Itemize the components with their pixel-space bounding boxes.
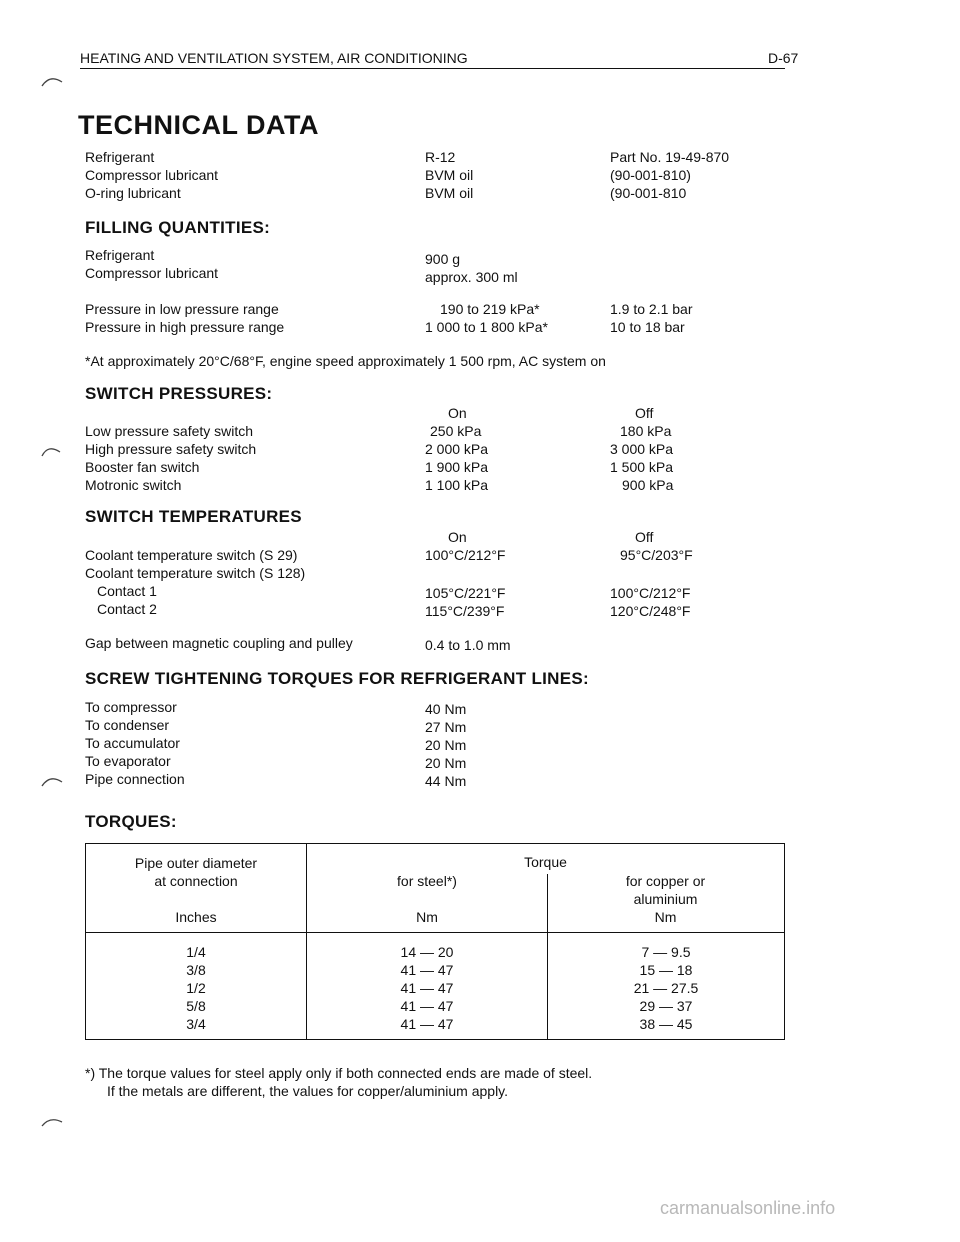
filling-note: *At approximately 20°C/68°F, engine speed approximately 1 500 rpm, AC system on xyxy=(85,353,606,369)
col-off: Off xyxy=(635,405,654,421)
table-cell: 14 — 20 xyxy=(400,944,454,960)
page-title: TECHNICAL DATA xyxy=(78,110,319,140)
margin-mark-icon xyxy=(40,1112,70,1132)
filling-label: Compressor lubricant xyxy=(85,265,219,281)
st-on: 100°C/212°F xyxy=(425,547,506,563)
sp-off: 900 kPa xyxy=(622,477,674,493)
screw-value: 44 Nm xyxy=(425,773,467,789)
pressure-bar: 1.9 to 2.1 bar xyxy=(610,301,693,317)
sp-off: 180 kPa xyxy=(620,423,672,439)
switch-pressures-heading: SWITCH PRESSURES: xyxy=(85,384,273,403)
footnote-line2: If the metals are different, the values for copper/aluminium apply. xyxy=(107,1083,509,1099)
screw-label: To evaporator xyxy=(85,753,171,769)
tech-ref: (90-001-810 xyxy=(610,185,687,201)
tech-ref: (90-001-810) xyxy=(610,167,691,183)
sp-label: Booster fan switch xyxy=(85,459,200,475)
header-copper-line2: aluminium xyxy=(633,891,698,907)
filling-value: 900 g xyxy=(425,251,461,267)
table-cell: 41 — 47 xyxy=(400,980,454,996)
header-pipe-line2: at connection xyxy=(154,873,238,889)
table-cell: 41 — 47 xyxy=(400,998,454,1014)
screw-label: Pipe connection xyxy=(85,771,185,787)
sp-on: 1 100 kPa xyxy=(425,477,489,493)
page-number: D-67 xyxy=(768,50,799,66)
filling-label: Refrigerant xyxy=(85,247,155,263)
torques-table-body xyxy=(86,933,785,1040)
margin-mark-icon xyxy=(40,72,70,92)
st-on: 105°C/221°F xyxy=(425,585,506,601)
table-cell: 41 — 47 xyxy=(400,1016,454,1032)
st-label: Contact 1 xyxy=(97,583,157,599)
col-on: On xyxy=(448,405,467,421)
header-rule xyxy=(80,68,785,69)
table-cell: 3/4 xyxy=(186,1016,206,1032)
pressure-label: Pressure in low pressure range xyxy=(85,301,279,317)
footnote xyxy=(85,1064,592,1100)
filling-value: approx. 300 ml xyxy=(425,269,518,285)
tech-value: BVM oil xyxy=(425,167,474,183)
sp-on: 2 000 kPa xyxy=(425,441,489,457)
tech-label: Compressor lubricant xyxy=(85,167,219,183)
table-cell: 41 — 47 xyxy=(400,962,454,978)
sp-on: 250 kPa xyxy=(430,423,482,439)
header-copper-line1: for copper or xyxy=(625,873,706,889)
st-label: Coolant temperature switch (S 29) xyxy=(85,547,298,563)
col-steel xyxy=(307,933,548,1040)
table-cell: 38 — 45 xyxy=(639,1016,693,1032)
screw-value: 20 Nm xyxy=(425,755,467,771)
torques-table-header xyxy=(86,844,785,933)
sp-label: Low pressure safety switch xyxy=(85,423,254,439)
tech-value: R-12 xyxy=(425,149,456,165)
filling-heading: FILLING QUANTITIES: xyxy=(85,218,271,237)
st-on: 115°C/239°F xyxy=(425,603,505,619)
running-header: HEATING AND VENTILATION SYSTEM, AIR CONDITIONING xyxy=(80,50,468,66)
pressure-kpa: 190 to 219 kPa* xyxy=(440,301,540,317)
pressure-bar: 10 to 18 bar xyxy=(610,319,685,335)
header-copper-unit: Nm xyxy=(654,909,677,925)
screw-value: 40 Nm xyxy=(425,701,467,717)
col-off: Off xyxy=(635,529,654,545)
gap-label: Gap between magnetic coupling and pulley xyxy=(85,635,353,651)
torques-table xyxy=(85,843,785,1040)
st-off: 120°C/248°F xyxy=(610,603,691,619)
header-pipe-unit: Inches xyxy=(175,909,217,925)
margin-mark-icon xyxy=(40,440,70,460)
screw-label: To condenser xyxy=(85,717,170,733)
header-torque-label: Torque xyxy=(524,854,567,870)
tech-ref: Part No. 19-49-870 xyxy=(610,149,730,165)
st-off: 100°C/212°F xyxy=(610,585,691,601)
st-label: Contact 2 xyxy=(97,601,157,617)
table-cell: 29 — 37 xyxy=(639,998,693,1014)
margin-mark-icon xyxy=(40,770,70,790)
col-inches xyxy=(86,933,307,1040)
footnote-line1: *) The torque values for steel apply only if both connected ends are made of steel. xyxy=(85,1065,593,1081)
sp-off: 3 000 kPa xyxy=(610,441,674,457)
table-cell: 5/8 xyxy=(186,998,206,1014)
screw-value: 27 Nm xyxy=(425,719,467,735)
tech-label: Refrigerant xyxy=(85,149,155,165)
table-cell: 7 — 9.5 xyxy=(641,944,691,960)
watermark: carmanualsonline.info xyxy=(660,1198,836,1218)
header-steel-label: for steel*) xyxy=(397,873,457,889)
table-cell: 15 — 18 xyxy=(639,962,693,978)
st-off: 95°C/203°F xyxy=(620,547,693,563)
header-steel xyxy=(307,872,547,926)
screw-label: To compressor xyxy=(85,699,177,715)
header-copper xyxy=(547,872,784,926)
table-cell: 1/2 xyxy=(186,980,206,996)
screw-value: 20 Nm xyxy=(425,737,467,753)
screw-heading: SCREW TIGHTENING TORQUES FOR REFRIGERANT LINES: xyxy=(85,669,589,688)
screw-label: To accumulator xyxy=(85,735,180,751)
tech-value: BVM oil xyxy=(425,185,474,201)
sp-on: 1 900 kPa xyxy=(425,459,489,475)
col-copper xyxy=(548,933,785,1040)
col-on: On xyxy=(448,529,467,545)
table-cell: 1/4 xyxy=(186,944,206,960)
header-pipe xyxy=(86,844,307,933)
pressure-kpa: 1 000 to 1 800 kPa* xyxy=(425,319,548,335)
sp-off: 1 500 kPa xyxy=(610,459,674,475)
torques-heading: TORQUES: xyxy=(85,812,177,831)
header-steel-unit: Nm xyxy=(416,909,438,925)
header-torque xyxy=(307,844,785,933)
st-label: Coolant temperature switch (S 128) xyxy=(85,565,306,581)
sp-label: Motronic switch xyxy=(85,477,182,493)
sp-label: High pressure safety switch xyxy=(85,441,257,457)
gap-value: 0.4 to 1.0 mm xyxy=(425,637,511,653)
table-cell: 3/8 xyxy=(186,962,206,978)
tech-label: O-ring lubricant xyxy=(85,185,181,201)
header-pipe-line1: Pipe outer diameter xyxy=(134,855,258,871)
switch-temps-heading: SWITCH TEMPERATURES xyxy=(85,507,302,526)
pressure-label: Pressure in high pressure range xyxy=(85,319,285,335)
table-cell: 21 — 27.5 xyxy=(633,980,699,996)
